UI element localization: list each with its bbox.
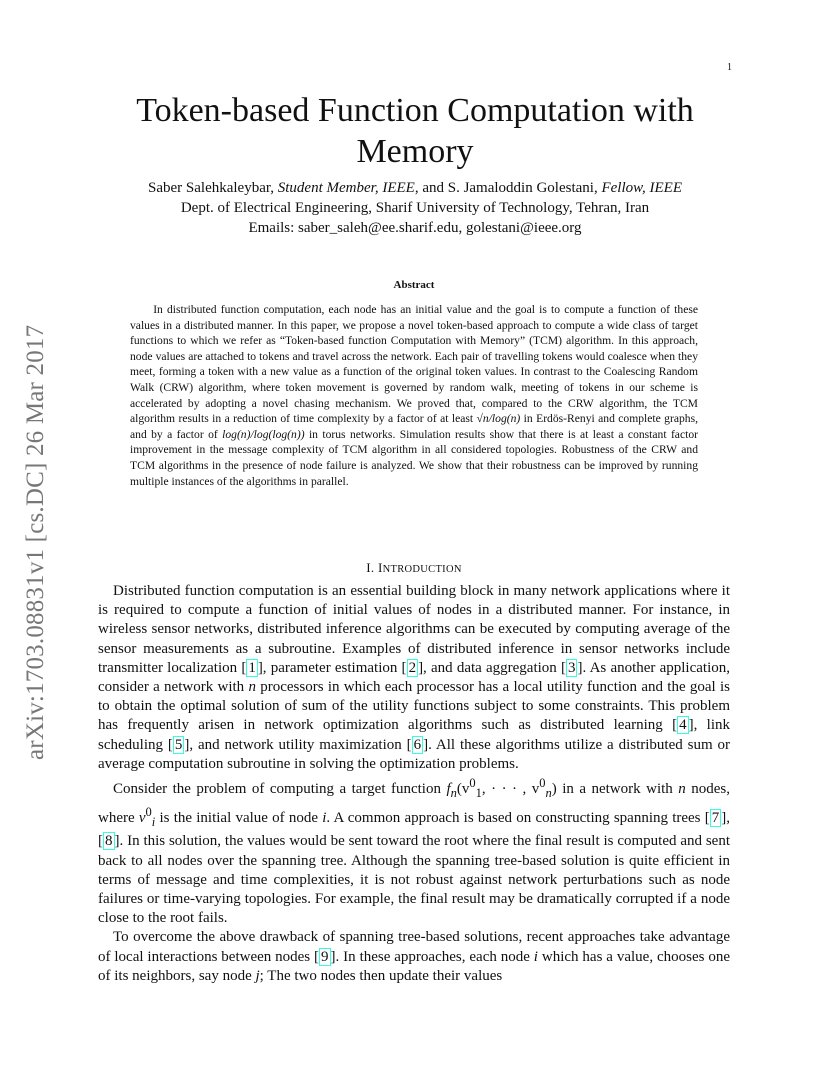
citation-link[interactable]: 1 [248, 659, 256, 676]
abstract-text-1: In distributed function computation, each node has an initial value and the goal is to compute a function of these values in a distributed manner. In this paper, we propose a novel token-based approach to compute a wide class of target functions to which we refer as “Token-based function Computation with Memory” (TCM) algorithm. In this approach, node values are attached to tokens and travel across the network. Each pair of travelling tokens would coalesce when they meet, forming a token with a new value as a function of the original token values. In contrast to the Coalescing Random Walk (CRW) algorithm, where token movement is governed by random walk, meeting of tokens in our scheme is accelerated by adopting a novel chasing mechanism. We proved that, compared to the CRW algorithm, the TCM algorithm results in a reduction of time complexity by a factor of at least [130, 303, 698, 426]
author-1-role: Student Member, IEEE [277, 180, 415, 196]
paper-title [100, 90, 730, 172]
abstract-math-1: √n/log(n) [476, 412, 521, 426]
abstract-body [130, 302, 698, 489]
citation-link[interactable]: 6 [413, 736, 422, 753]
paragraph-2: Consider the problem of computing a target function $f_n(v^0_1$, · · · , $v^0_n$) in a network with n nodes, where $v^0_i$ is the initial value of node i. A common approach is based on constructing spanning trees [ 7 ], [ 8 ]. In this solution, the values would be sent toward the root where the final result is computed and sent back to all nodes over the spanning tree. Although the spanning tree-based solution is quite efficient in terms of message and time complexities, it is not robust against network perturbations such as node failures or time-varying topologies. For example, the final result may be dramatically corrupted if a node close to the root fails. [98, 776, 730, 927]
author-line [80, 178, 750, 198]
citation-link[interactable]: 4 [679, 717, 687, 734]
title-line-2: Memory [356, 133, 474, 170]
abstract-text-2: in Erdös-Renyi and complete graphs, and by a factor of [130, 412, 698, 441]
citation-link[interactable]: 5 [174, 736, 183, 753]
abstract-text-3: in torus networks. Simulation results show that there is at least a constant factor improvement in the message complexity of TCM algorithm in all considered topologies. Robustness of the CRW and TCM algorithms in the presence of node failure is analyzed. We show that their robustness can be improved by running multiple instances of the algorithms in parallel. [130, 427, 698, 488]
page-number: 1 [727, 62, 732, 73]
abstract-heading: Abstract [393, 279, 435, 291]
author-1: Saber Salehkaleybar, [148, 180, 278, 196]
author-2: , and S. Jamaloddin Golestani, [414, 180, 602, 196]
arxiv-stamp: arXiv:1703.08831v1 [cs.DC] 26 Mar 2017 [22, 324, 49, 760]
emails: Emails: saber_saleh@ee.sharif.edu, golestani@ieee.org [248, 220, 582, 236]
paragraph-1: Distributed function computation is an essential building block in many network applications where it is required to compute a function of initial values of nodes in a distributed manner. For instance, in wireless sensor networks, distributed inference algorithms can be executed by computing average of the sensor measurements as a subroutine. Examples of distributed inference in sensor networks include transmitter localization [ 1 ], parameter estimation [ 2 ], and data aggregation [ 3 ]. As another application, consider a network with n processors in which each processor has a local utility function and the goal is to obtain the optimal solution of sum of the utility functions subject to some constraints. This problem has frequently arisen in network optimization algorithms such as distributed learning [ 4 ], link scheduling [ 5 ], and network utility maximization [ 6 ]. All these algorithms utilize a distributed sum or average computation subroutine in solving the optimization problems. [98, 583, 731, 772]
author-block [80, 178, 750, 238]
citation-link[interactable]: 9 [321, 948, 329, 965]
body-text [98, 582, 730, 986]
paragraph-3: To overcome the above drawback of spanning tree-based solutions, recent approaches take advantage of local interactions between nodes [ 9 ]. In these approaches, each node i which has a value, chooses one of its neighbors, say node j; The two nodes then update their values [98, 929, 730, 984]
section-heading [0, 560, 828, 576]
citation-link[interactable]: 8 [105, 833, 113, 850]
citation-link[interactable]: 3 [567, 659, 576, 676]
citation-link[interactable]: 2 [408, 659, 417, 676]
section-number: I. [366, 560, 378, 575]
section-title-initial: I [377, 560, 383, 575]
citation-link[interactable]: 7 [711, 810, 720, 827]
title-line-1: Token-based Function Computation with [136, 92, 694, 129]
author-2-role: Fellow, IEEE [601, 180, 682, 196]
affiliation: Dept. of Electrical Engineering, Sharif University of Technology, Tehran, Iran [180, 200, 650, 216]
section-title-rest: NTRODUCTION [382, 564, 462, 575]
abstract-math-2: log(n)/log(log(n)) [222, 427, 305, 441]
